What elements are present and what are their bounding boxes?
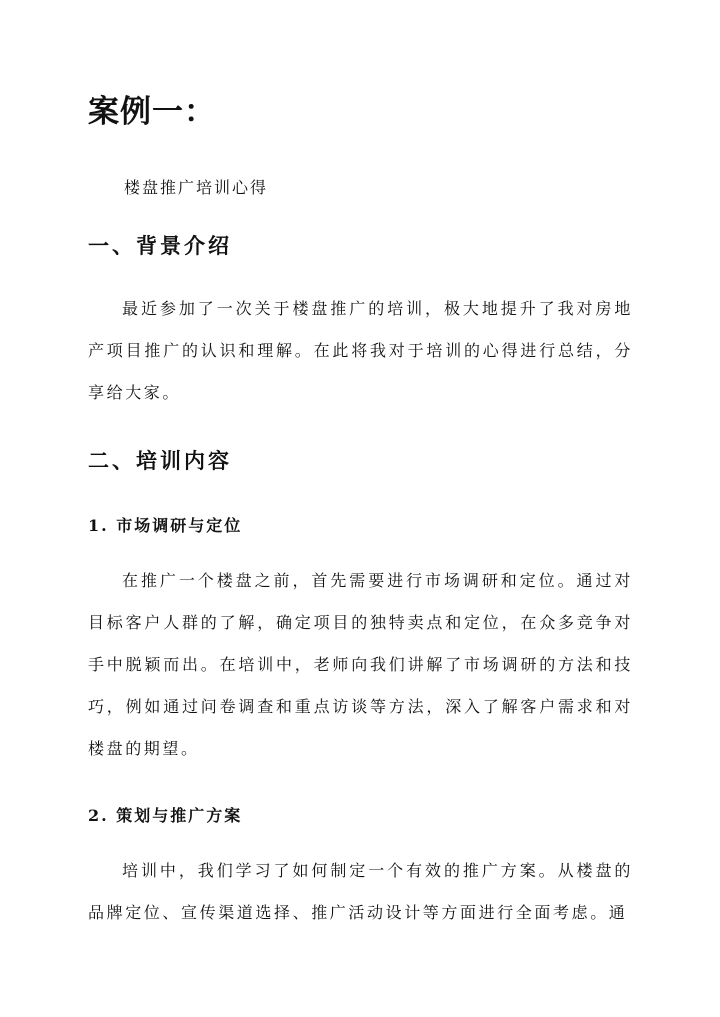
section-heading-training-content: 二、培训内容 (88, 448, 232, 473)
section-paragraph-background: 最近参加了一次关于楼盘推广的培训，极大地提升了我对房地产项目推广的认识和理解。在此将我对于培训的心得进行总结，分享给大家。 (88, 299, 633, 402)
subsection-paragraph-planning: 培训中，我们学习了如何制定一个有效的推广方案。从楼盘的品牌定位、宣传渠道选择、推广活动设计等方面进行全面考虑。通 (88, 861, 633, 922)
document-title: 案例一： (88, 94, 216, 130)
subsection-paragraph-market-research: 在推广一个楼盘之前，首先需要进行市场调研和定位。通过对目标客户人群的了解，确定项目的独特卖点和定位，在众多竞争对手中脱颖而出。在培训中，老师向我们讲解了市场调研的方法和技巧，例如通过问卷调查和重点访谈等方法，深入了解客户需求和对楼盘的期望。 (88, 571, 633, 758)
subsection-heading-planning: 2. 策划与推广方案 (88, 806, 243, 825)
subsection-heading-market-research: 1. 市场调研与定位 (88, 516, 243, 535)
document-subtitle: 楼盘推广培训心得 (124, 178, 269, 197)
section-heading-background: 一、背景介绍 (88, 233, 232, 258)
